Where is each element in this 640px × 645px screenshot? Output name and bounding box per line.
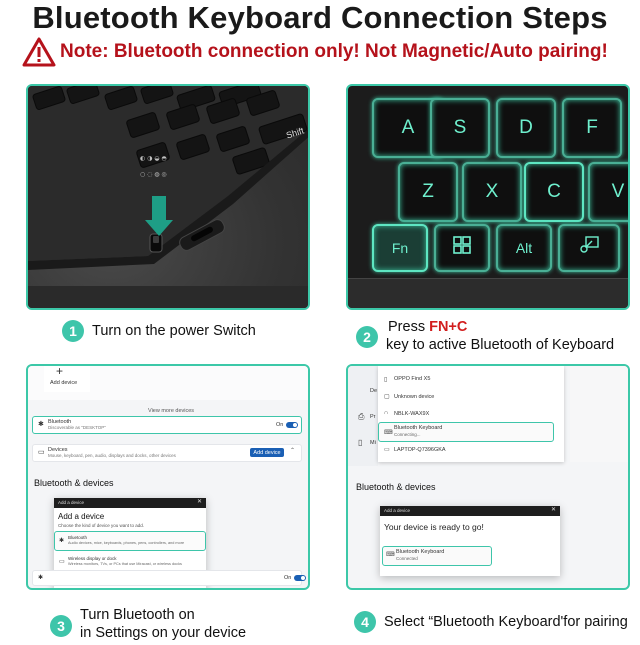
- right-panel: [570, 366, 630, 462]
- bluetooth-option-icon: ✱: [59, 538, 65, 544]
- step-number-3: 3: [50, 615, 72, 637]
- dialog-sub: Choose the kind of device you want to add.: [58, 523, 145, 528]
- bluetooth-sub: Discoverable as "DESKTOP": [48, 425, 106, 430]
- step-number-4: 4: [354, 611, 376, 633]
- devices-label: Devices: [48, 447, 68, 453]
- laptop-icon: ▭: [384, 447, 390, 453]
- step-2: [356, 318, 614, 354]
- step-2-text: key to active Bluetooth of Keyboard: [386, 337, 615, 353]
- panel-pairing: [346, 364, 630, 590]
- panel-fn-c-keys: [346, 84, 630, 310]
- add-device-tile[interactable]: [44, 366, 90, 392]
- panel-power-switch: [26, 84, 310, 310]
- key-f: F: [562, 98, 622, 158]
- key-fn: Fn: [372, 224, 428, 272]
- key-windows: [434, 224, 490, 272]
- keyboard-illustration: [28, 86, 310, 310]
- bluetooth-state: On: [276, 422, 284, 428]
- note-banner: [22, 36, 632, 68]
- key-x: X: [462, 162, 522, 222]
- device-item-2[interactable]: Unknown device: [394, 394, 435, 400]
- side-label-1: De: [370, 388, 378, 394]
- step-1: [62, 320, 256, 342]
- dialog-title: Add a device: [58, 512, 105, 521]
- device-item-3[interactable]: NBLK-WAX9X: [394, 411, 430, 417]
- close-icon[interactable]: ✕: [550, 507, 556, 513]
- headset-icon: ∩: [384, 410, 389, 416]
- step-2-keys: FN+C: [429, 319, 468, 335]
- printer-icon: ⎙: [358, 412, 365, 421]
- bluetooth-toggle[interactable]: [286, 422, 298, 428]
- chevron-up-icon: ⌃: [290, 448, 296, 454]
- svg-text:◐ ◑ ◒ ◓: ◐ ◑ ◒ ◓: [140, 155, 167, 162]
- key-c: C: [524, 162, 584, 222]
- step-3: [50, 606, 246, 642]
- add-device-tile-label: Add device: [50, 380, 78, 386]
- bottom-state: On: [284, 575, 292, 581]
- key-d: D: [496, 98, 556, 158]
- display-icon: ▭: [59, 559, 65, 565]
- shift-key-label: Shift: [284, 125, 306, 141]
- connected-device-name: Bluetooth Keyboard: [396, 549, 445, 555]
- keyboard-icon: ⌨: [386, 552, 395, 558]
- step-2-prefix: Press: [388, 319, 430, 335]
- step-3-line1: Turn Bluetooth on: [80, 607, 195, 623]
- device-item-1[interactable]: OPPO Find X5: [394, 376, 431, 382]
- mic-icon: ▯: [358, 438, 363, 447]
- note-text: Note: Bluetooth connection only! Not Magnetic/Auto pairing!: [60, 41, 608, 62]
- key-z: Z: [398, 162, 458, 222]
- option-bluetooth-title: Bluetooth: [68, 535, 88, 540]
- bottom-toggle[interactable]: [294, 575, 306, 581]
- warning-icon: [22, 37, 56, 67]
- step-number-2: 2: [356, 326, 378, 348]
- ready-dialog: [380, 506, 560, 576]
- connecting-text: Connecting...: [394, 432, 421, 437]
- ready-message: Your device is ready to go!: [384, 522, 484, 532]
- keyboard-icon: ⌨: [384, 430, 393, 436]
- plus-icon: +: [56, 364, 64, 378]
- devices-sub: Mouse, keyboard, pen, audio, displays and docks, other devices: [48, 453, 176, 458]
- key-v: V: [588, 162, 630, 222]
- add-device-button[interactable]: Add device: [250, 448, 284, 457]
- dialog-head-label: Add a device: [58, 500, 85, 505]
- dialog-head-label: Add a device: [384, 508, 411, 513]
- option-bluetooth-sub: Audio devices, mice, keyboards, phones, pens, controllers, and more: [68, 541, 185, 545]
- close-icon[interactable]: ✕: [196, 499, 202, 505]
- svg-text:○ ◌ ◍ ◎: ○ ◌ ◍ ◎: [140, 171, 167, 178]
- section-title: Bluetooth & devices: [34, 478, 114, 488]
- option-display-title[interactable]: Wireless display or dock: [68, 556, 117, 561]
- bluetooth-label: Bluetooth: [48, 419, 72, 425]
- step-3-line2: in Settings on your device: [80, 625, 247, 641]
- step-4-text: Select “Bluetooth Keyboard'for pairing: [384, 614, 628, 630]
- bluetooth-small-icon: ✱: [38, 575, 44, 581]
- bottom-row: [32, 570, 302, 586]
- step-1-text: Turn on the power Switch: [92, 323, 256, 339]
- step-4: [354, 611, 628, 633]
- connected-device-sub: Connected: [396, 556, 418, 561]
- screenshot-icon: [577, 235, 601, 261]
- device-item-5[interactable]: LAPTOP-Q7396GKA: [394, 447, 446, 453]
- keyboard-base: [348, 278, 630, 310]
- device-item-4: Bluetooth Keyboard: [394, 425, 443, 431]
- windows-icon: [452, 235, 472, 261]
- side-label-2: Pr: [370, 414, 376, 420]
- key-screenshot: [558, 224, 620, 272]
- key-s: S: [430, 98, 490, 158]
- view-more-devices[interactable]: View more devices: [148, 408, 195, 414]
- option-display-sub: Wireless monitors, TVs, or PCs that use Miracast, or wireless docks: [68, 562, 182, 566]
- bluetooth-icon: ✱: [38, 421, 44, 428]
- unknown-icon: ▢: [384, 394, 390, 400]
- phone-icon: ▯: [384, 377, 388, 383]
- side-label-3: Mi: [370, 440, 376, 446]
- key-alt: Alt: [496, 224, 552, 272]
- step-number-1: 1: [62, 320, 84, 342]
- section-title: Bluetooth & devices: [356, 482, 436, 492]
- devices-icon: ▭: [38, 449, 45, 456]
- panel-windows-settings: [26, 364, 310, 590]
- key-a: A: [372, 98, 444, 158]
- page-title: Bluetooth Keyboard Connection Steps: [32, 0, 608, 35]
